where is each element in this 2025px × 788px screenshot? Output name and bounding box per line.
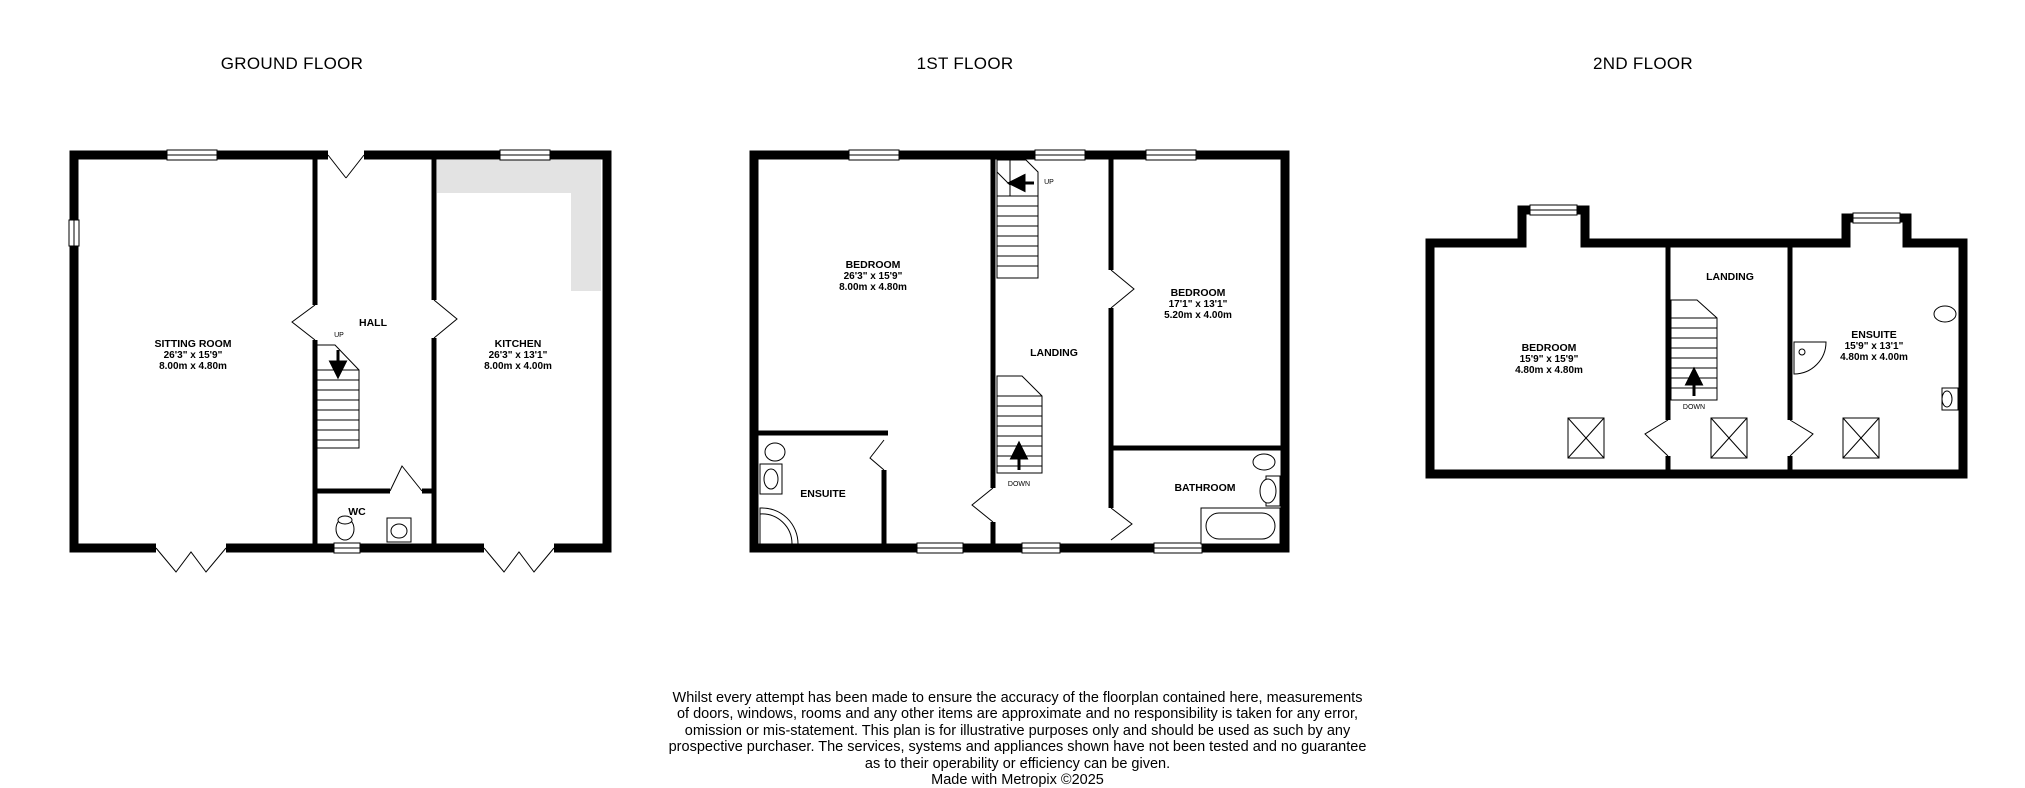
bedroom-2-name: BEDROOM xyxy=(1170,287,1226,299)
kitchen-metric: 8.00m x 4.00m xyxy=(484,361,552,372)
sitting-room-name: SITTING ROOM xyxy=(154,338,232,350)
bathroom-name: BATHROOM xyxy=(1174,482,1236,494)
ensuite-imperial: 15'9" x 13'1" xyxy=(1844,341,1904,352)
metropix-credit: Made with Metropix ©2025 xyxy=(931,772,1104,788)
door xyxy=(434,300,457,338)
second-floor-plan xyxy=(1430,205,1963,474)
stair-down-label: DOWN xyxy=(1007,481,1031,488)
stair-up-label: UP xyxy=(334,332,344,339)
disclaimer-line: as to their operability or efficiency can be given. xyxy=(864,755,1171,772)
shower-icon xyxy=(760,508,798,544)
bedroom-2-metric: 5.20m x 4.00m xyxy=(1164,310,1232,321)
first-floor-plan xyxy=(754,150,1285,553)
stair-down-label: DOWN xyxy=(1682,404,1706,411)
sitting-room-metric: 8.00m x 4.80m xyxy=(159,361,227,372)
door xyxy=(1645,420,1668,456)
landing-name: LANDING xyxy=(1030,347,1078,359)
bedroom-metric: 4.80m x 4.80m xyxy=(1515,365,1583,376)
door xyxy=(1111,270,1134,308)
door xyxy=(870,440,884,470)
skylight-icon xyxy=(1568,418,1604,458)
sitting-room-imperial: 26'3" x 15'9" xyxy=(163,350,223,361)
ground-floor-title: GROUND FLOOR xyxy=(220,54,364,73)
door xyxy=(1790,420,1813,456)
wc-door xyxy=(390,466,422,491)
disclaimer-line: omission or mis-statement. This plan is for illustrative purposes only and should be used as such by any xyxy=(684,722,1351,739)
first-floor-title: 1ST FLOOR xyxy=(916,54,1014,73)
bedroom-1-metric: 8.00m x 4.80m xyxy=(839,282,907,293)
door xyxy=(292,305,315,340)
toilet-icon xyxy=(1934,306,1956,322)
stair-arrow-icon xyxy=(1687,370,1701,396)
kitchen-name: KITCHEN xyxy=(494,338,542,350)
disclaimer-line: of doors, windows, rooms and any other items are approximate and no responsibility is taken for any error, xyxy=(676,706,1359,723)
bedroom-1-name: BEDROOM xyxy=(845,259,901,271)
door xyxy=(972,488,993,522)
wc-name: WC xyxy=(348,506,366,518)
ensuite-metric: 4.80m x 4.00m xyxy=(1840,352,1908,363)
hall-name: HALL xyxy=(359,317,387,329)
disclaimer xyxy=(660,690,1375,788)
skylight-icon xyxy=(1843,418,1879,458)
disclaimer-line: prospective purchaser. The services, systems and appliances shown have not been tested and no guarantee xyxy=(668,739,1367,756)
disclaimer-line: Whilst every attempt has been made to ensure the accuracy of the floorplan contained here, measurements xyxy=(672,690,1363,706)
stair-arrow-icon xyxy=(1010,176,1034,190)
stair-up-label: UP xyxy=(1044,179,1054,186)
landing-name: LANDING xyxy=(1706,271,1754,283)
bedroom-1-imperial: 26'3" x 15'9" xyxy=(843,271,903,282)
kitchen-worktop xyxy=(437,160,601,291)
second-floor-title: 2ND FLOOR xyxy=(1593,54,1693,73)
toilet-icon xyxy=(1253,454,1275,470)
bedroom-name: BEDROOM xyxy=(1521,342,1577,354)
shower-icon xyxy=(1794,342,1826,374)
ensuite-name: ENSUITE xyxy=(1851,329,1897,341)
door xyxy=(1111,508,1132,540)
front-door-gap xyxy=(328,150,364,160)
skylight-icon xyxy=(1711,418,1747,458)
toilet-icon xyxy=(765,443,785,461)
ensuite-name: ENSUITE xyxy=(800,488,846,500)
bedroom-2-imperial: 17'1" x 13'1" xyxy=(1168,299,1228,310)
ground-floor-plan xyxy=(69,150,607,572)
kitchen-imperial: 26'3" x 13'1" xyxy=(488,350,548,361)
bedroom-imperial: 15'9" x 15'9" xyxy=(1519,354,1579,365)
